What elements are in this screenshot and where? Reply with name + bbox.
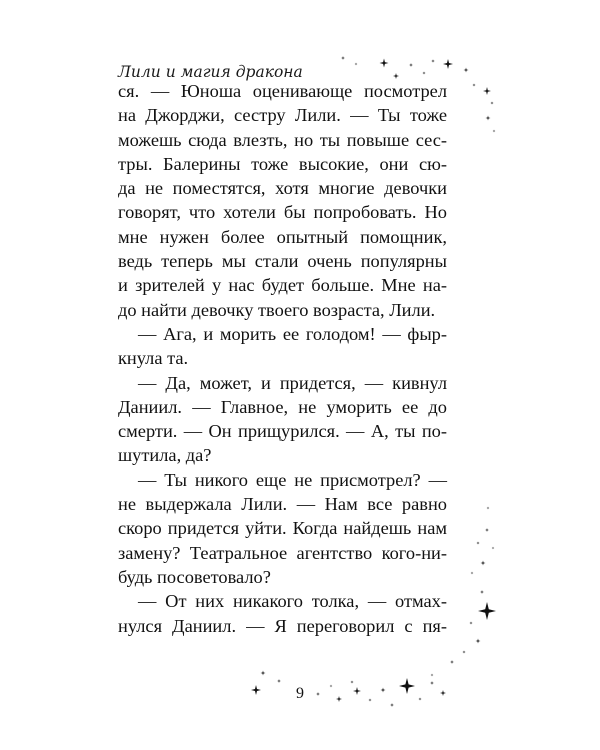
sparkle-star-icon	[492, 547, 495, 550]
text-line: смерти. — Он прищурился. — А, ты по-	[118, 421, 447, 442]
text-line: тры. Балерины тоже высокие, они сю-	[118, 153, 447, 174]
text-line: можешь сюда влезть, но ты повыше сес-	[118, 129, 447, 150]
text-line: скоро придется уйти. Когда найдешь нам	[118, 518, 447, 539]
sparkle-star-icon	[381, 688, 386, 693]
sparkle-star-icon	[355, 63, 358, 66]
sparkle-star-icon	[450, 660, 454, 664]
page-number: 9	[296, 685, 304, 702]
text-line: на Джорджи, сестру Лили. — Ты тоже	[118, 105, 447, 126]
text-line: до найти девочку твоего возраста, Лили.	[118, 299, 436, 320]
text-line: и зрителей у нас будет больше. Мне на-	[118, 275, 447, 296]
sparkle-star-icon	[330, 685, 333, 688]
sparkle-star-icon	[422, 71, 425, 74]
text-line: ведь теперь мы стали очень популярны	[118, 251, 447, 272]
body-text	[118, 79, 447, 638]
sparkle-star-icon	[462, 650, 465, 653]
sparkle-star-icon	[476, 639, 481, 644]
text-line: замену? Театральное агентство кого-ни-	[118, 542, 447, 563]
sparkle-star-icon	[464, 68, 469, 73]
sparkle-star-icon	[487, 507, 490, 510]
text-line: будь посоветовало?	[118, 566, 271, 587]
sparkle-star-icon	[399, 678, 415, 694]
sparkle-star-icon	[443, 59, 453, 69]
sparkle-star-icon	[469, 621, 472, 624]
text-line: да не поместятся, хотя многие девочки	[118, 178, 447, 199]
sparkle-star-icon	[277, 679, 281, 683]
sparkle-star-icon	[485, 528, 489, 532]
sparkle-star-icon	[483, 87, 491, 95]
text-line: — От них никакого толка, — отмах-	[138, 591, 447, 612]
text-line: мне нужен более опытный помощник,	[118, 226, 447, 247]
text-line: нулся Даниил. — Я переговорил с пя-	[118, 615, 447, 636]
sparkle-star-icon	[481, 561, 486, 566]
sparkle-star-icon	[493, 130, 496, 133]
sparkle-star-icon	[486, 116, 491, 121]
sparkle-star-icon	[251, 685, 261, 695]
sparkle-star-icon	[418, 697, 421, 700]
sparkle-star-icon	[350, 680, 353, 683]
text-line: кнула та.	[118, 348, 189, 369]
sparkle-star-icon	[430, 681, 434, 685]
sparkle-star-icon	[368, 698, 371, 701]
sparkle-star-icon	[341, 56, 345, 60]
sparkle-star-icon	[261, 671, 266, 676]
text-line: ся. — Юноша оценивающе посмотрел	[118, 81, 447, 101]
text-line: — Да, может, и придется, — кивнул	[138, 372, 447, 393]
sparkle-star-icon	[431, 674, 434, 677]
sparkle-star-icon	[476, 541, 479, 544]
text-line: говорят, что хотели бы попробовать. Но	[118, 202, 447, 223]
text-line: шутила, да?	[118, 445, 212, 466]
sparkle-star-icon	[472, 83, 475, 86]
text-line: не выдержала Лили. — Нам все равно	[118, 494, 447, 515]
text-line: Даниил. — Главное, не уморить ее до	[118, 396, 447, 417]
sparkle-star-icon	[440, 690, 446, 696]
sparkle-star-icon	[480, 590, 484, 594]
sparkle-star-icon	[431, 59, 435, 63]
sparkle-star-icon	[390, 703, 394, 707]
running-header: Лили и магия дракона	[118, 63, 303, 81]
sparkle-star-icon	[353, 687, 361, 695]
sparkle-star-icon	[478, 602, 496, 620]
sparkle-star-icon	[316, 692, 320, 696]
text-line: — Ага, и морить ее голодом! — фыр-	[138, 323, 447, 344]
sparkle-star-icon	[490, 101, 493, 104]
sparkle-star-icon	[409, 63, 413, 67]
sparkle-star-icon	[336, 696, 342, 702]
sparkle-star-icon	[380, 59, 389, 68]
sparkle-star-icon	[471, 572, 474, 575]
text-line: — Ты никого еще не присмотрел? —	[138, 469, 447, 490]
